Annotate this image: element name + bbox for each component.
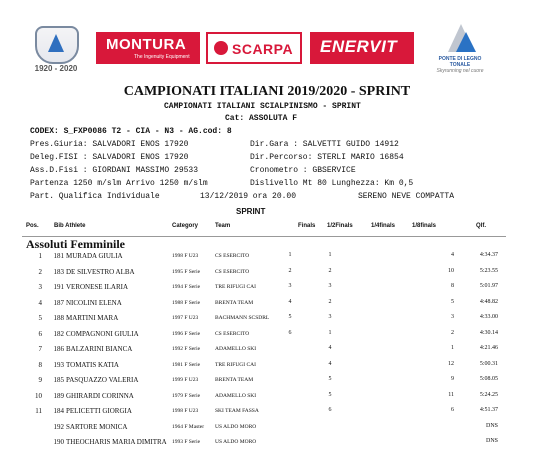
position: 11: [35, 407, 42, 415]
sprint-label: SPRINT: [236, 207, 266, 216]
team: BRENTA TEAM: [215, 299, 254, 306]
dislivello-lunghezza: Dislivello Mt 80 Lunghezza: Km 0,5: [250, 179, 414, 188]
table-row: [0, 283, 534, 298]
col-bib-athlete: Bib Athlete: [54, 223, 86, 229]
athlete-name: THEOCHARIS MARIA DIMITRA: [66, 438, 167, 446]
semifinals-rank: 6: [328, 407, 332, 413]
col-pos: Pos.: [26, 223, 39, 229]
eighthfinals-rank: 12: [448, 360, 454, 367]
semifinals-rank: 3: [328, 314, 332, 320]
weather: SERENO NEVE COMPATTA: [358, 192, 455, 201]
finals-rank: 3: [288, 283, 292, 289]
qualification-time: 5:01.97: [479, 283, 498, 289]
subtitle: CAMPIONATI ITALIANI SCIALPINISMO - SPRINT: [164, 102, 361, 111]
table-row: [0, 407, 534, 422]
semifinals-rank: 5: [328, 376, 332, 382]
team: TRE RIFUGI CAI: [215, 361, 256, 368]
bib-number: 188: [53, 314, 64, 322]
codex-line: CODEX: S_FXP0086 T2 - CIA - N3 - AG.cod: 8: [30, 127, 232, 136]
eighthfinals-rank: 2: [451, 329, 454, 336]
position: 1: [38, 252, 42, 260]
category: 1992 F Serie: [172, 346, 201, 352]
category-line: Cat: ASSOLUTA F: [225, 114, 298, 123]
team: US ALDO MORO: [215, 423, 257, 430]
semifinals-rank: 5: [328, 391, 332, 398]
bib-number: 190: [53, 438, 64, 446]
page-title: CAMPIONATI ITALIANI 2019/2020 - SPRINT: [123, 84, 411, 99]
category: 1995 F Serie: [172, 268, 201, 275]
montura-logo: [96, 32, 200, 64]
enervit-name: ENERVIT: [320, 37, 398, 56]
bib-number: 181: [53, 252, 64, 260]
semifinals-rank: 1: [328, 329, 332, 336]
category: 1998 F U23: [172, 408, 199, 414]
athlete-name: SARTORE MONICA: [66, 422, 128, 431]
pres-giuria: Pres.Giuria: SALVADORI ENOS 17920: [30, 140, 189, 149]
fisi-emblem-icon: [35, 26, 79, 64]
section-heading: Assoluti Femminile: [26, 237, 125, 251]
finals-rank: 5: [288, 314, 292, 320]
semifinals-rank: 2: [328, 267, 332, 274]
montura-name: MONTURA: [106, 36, 187, 53]
category: 1993 F Serie: [172, 439, 201, 445]
category: 1997 F U23: [172, 315, 199, 321]
table-row: [0, 376, 534, 391]
team: US ALDO MORO: [215, 439, 257, 445]
position: 9: [38, 376, 42, 384]
eighthfinals-rank: 8: [451, 283, 454, 289]
team: BRENTA TEAM: [215, 377, 254, 383]
team: ADAMELLO SKI: [215, 346, 257, 352]
position: 8: [38, 360, 42, 369]
qualification-time: 4:33.00: [479, 314, 498, 320]
eighthfinals-rank: 11: [448, 391, 454, 398]
athlete-name: PASQUAZZO VALERIA: [66, 376, 139, 384]
table-row: [0, 361, 534, 376]
athlete-name: PELICETTI GIORGIA: [66, 407, 132, 415]
fisi-years: 1920 - 2020: [34, 64, 78, 73]
team: TRE RIFUGI CAI: [215, 284, 256, 290]
table-row: [0, 423, 534, 438]
athlete-name: MURADA GIULIA: [66, 252, 123, 260]
category: 1999 F U23: [172, 377, 199, 383]
bib-number: 183: [53, 267, 64, 276]
athlete-name: TOMATIS KATIA: [66, 360, 119, 369]
athlete-name: BALZARINI BIANCA: [66, 345, 133, 353]
scarpa-mark-icon: [214, 41, 228, 55]
table-row: [0, 268, 534, 283]
qualification-time: 4:30.14: [479, 329, 498, 336]
ponte-di-legno-tonale-logo: [432, 24, 488, 82]
finals-rank: 2: [288, 267, 292, 274]
bib-number: 191: [53, 283, 64, 291]
category: 1994 F Serie: [172, 284, 201, 290]
dir-gara: Dir.Gara : SALVETTI GUIDO 14912: [250, 140, 399, 149]
finals-rank: 4: [288, 298, 292, 305]
col-finals: Finals: [298, 223, 316, 229]
col-category: Category: [172, 223, 199, 229]
finals-rank: 1: [288, 252, 292, 258]
ponte-name: PONTE DI LEGNO TONALE: [438, 56, 482, 68]
position: 3: [38, 283, 42, 291]
team: BACHMANN SCSDRL: [215, 315, 270, 321]
bib-number: 187: [53, 298, 64, 307]
category: 1988 F Serie: [172, 299, 201, 306]
sponsor-logos: [0, 22, 534, 82]
eighthfinals-rank: 5: [451, 298, 454, 305]
enervit-logo: [310, 32, 414, 64]
eighthfinals-rank: 9: [451, 376, 454, 382]
dir-percorso: Dir.Percorso: STERLI MARIO 16854: [250, 153, 404, 162]
eighthfinals-rank: 3: [451, 314, 454, 320]
semifinals-rank: 2: [328, 298, 332, 305]
bib-number: 185: [53, 376, 64, 384]
bib-number: 182: [53, 329, 64, 338]
position: 5: [38, 314, 42, 322]
col-qualification: Qlf.: [476, 223, 486, 229]
ponte-tag: Skyrunning nel cuore: [436, 68, 484, 74]
eighthfinals-rank: 6: [451, 407, 454, 413]
category: 1996 F Serie: [172, 330, 201, 337]
eighthfinals-rank: 4: [451, 252, 454, 258]
table-row: [0, 252, 534, 267]
table-row: [0, 330, 534, 345]
eighthfinals-rank: 10: [448, 267, 454, 274]
scarpa-name: SCARPA: [232, 41, 294, 57]
athlete-name: COMPAGNONI GIULIA: [66, 329, 139, 338]
athlete-name: MARTINI MARA: [66, 314, 119, 322]
delegato-fisi: Deleg.FISI : SALVADORI ENOS 17920: [30, 153, 189, 162]
qualification-time: 4:51.37: [479, 407, 498, 413]
semifinals-rank: 3: [328, 283, 332, 289]
bib-number: 192: [53, 422, 64, 431]
category: 1979 F Serie: [172, 392, 201, 399]
cronometro: Cronometro : GBSERVICE: [250, 166, 356, 175]
qualification-time: 4:48.82: [479, 298, 498, 305]
table-row: [0, 314, 534, 329]
team: ADAMELLO SKI: [215, 392, 257, 399]
position: 10: [35, 391, 42, 400]
athlete-name: NICOLINI ELENA: [66, 298, 122, 307]
qualification-time: 4:34.37: [479, 252, 498, 258]
category: 1998 F U23: [172, 253, 199, 259]
table-row: [0, 392, 534, 407]
qualification-time: DNS: [485, 422, 498, 429]
fisi-centenary-logo: [27, 26, 85, 80]
qualification-time: 4:21.46: [479, 345, 498, 351]
category: 1981 F Serie: [172, 361, 201, 368]
col-semifinals: 1/2Finals: [327, 223, 353, 229]
ass-d-fisi: Ass.D.Fisi : GIORDANI MASSIMO 29533: [30, 166, 199, 175]
semifinals-rank: 4: [328, 345, 332, 351]
qualification-time: DNS: [485, 438, 498, 444]
qualification-time: 5:24.25: [479, 391, 498, 398]
team: SKI TEAM FASSA: [215, 408, 259, 414]
qualification-time: 5:23.55: [479, 267, 498, 274]
team: CS ESERCITO: [215, 268, 250, 275]
qualification-time: 5:00.31: [479, 360, 498, 367]
semifinals-rank: 4: [328, 360, 332, 367]
position: 6: [38, 329, 42, 338]
table-row: [0, 438, 534, 453]
qualification-time: 5:08.05: [479, 376, 498, 382]
bib-number: 189: [53, 391, 64, 400]
partenza-arrivo: Partenza 1250 m/slm Arrivo 1250 m/slm: [30, 179, 208, 188]
col-quarterfinals: 1/4finals: [371, 223, 396, 229]
table-row: [0, 345, 534, 360]
eighthfinals-rank: 1: [451, 345, 454, 351]
category: 1964 F Master: [172, 423, 205, 430]
bib-number: 184: [53, 407, 64, 415]
finals-rank: 6: [288, 329, 292, 336]
bib-number: 186: [53, 345, 64, 353]
race-date: 13/12/2019 ora 20.00: [200, 192, 297, 201]
col-team: Team: [215, 223, 231, 229]
athlete-name: GHIRARDI CORINNA: [66, 391, 134, 400]
table-row: [0, 299, 534, 314]
position: 7: [38, 345, 42, 353]
team: CS ESERCITO: [215, 253, 250, 259]
team: CS ESERCITO: [215, 330, 250, 337]
montura-tagline: The Ingenuity Equipment: [134, 54, 190, 60]
scarpa-logo: [206, 32, 302, 64]
position: 4: [38, 298, 42, 307]
participation-type: Part. Qualifica Individuale: [30, 192, 160, 201]
semifinals-rank: 1: [328, 252, 332, 258]
bib-number: 193: [53, 360, 64, 369]
athlete-name: DE SILVESTRO ALBA: [66, 267, 135, 276]
athlete-name: VERONESE ILARIA: [66, 283, 129, 291]
col-eighthfinals: 1/8finals: [412, 223, 437, 229]
position: 2: [38, 267, 42, 276]
